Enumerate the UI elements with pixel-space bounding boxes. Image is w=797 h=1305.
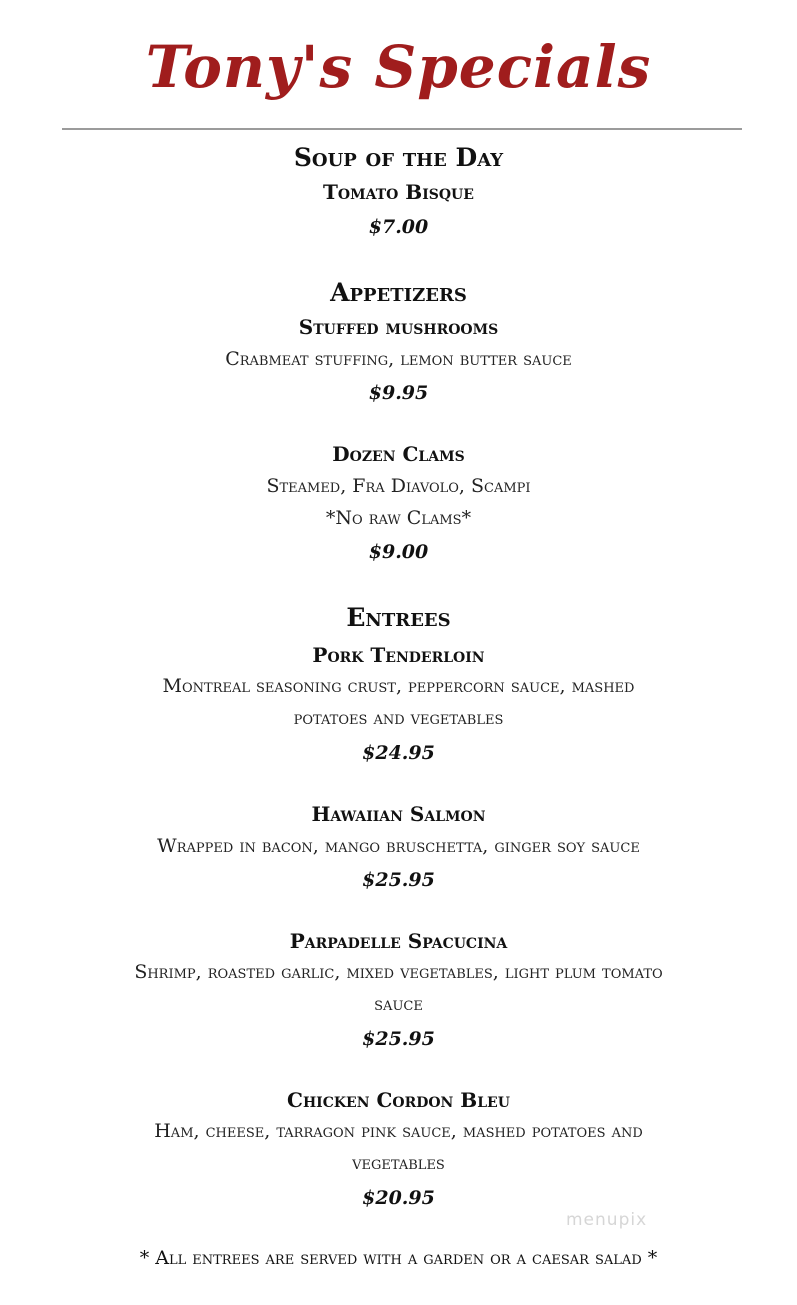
item-desc-chicken-cordon-bleu-line2: vegetables — [352, 1152, 445, 1174]
item-name-stuffed-mushrooms: Stuffed mushrooms — [298, 315, 499, 339]
item-price-parpadelle-spacucina: $25.95 — [362, 1028, 435, 1050]
item-desc-parpadelle-spacucina-line2: sauce — [374, 993, 423, 1015]
item-desc-dozen-clams-line2: *No raw Clams* — [325, 507, 472, 529]
item-name-pork-tenderloin: Pork Tenderloin — [312, 643, 485, 667]
item-name-dozen-clams: Dozen Clams — [332, 442, 465, 466]
section-heading-appetizers: Appetizers — [330, 278, 467, 307]
title-divider — [62, 128, 742, 130]
section-heading-soup: Soup of the Day — [293, 143, 504, 172]
item-price-chicken-cordon-bleu: $20.95 — [362, 1187, 435, 1209]
item-name-parpadelle-spacucina: Parpadelle Spacucina — [289, 929, 508, 953]
item-name-chicken-cordon-bleu: Chicken Cordon Bleu — [287, 1088, 510, 1112]
item-desc-parpadelle-spacucina-line1: Shrimp, roasted garlic, mixed vegetables, light plum tomato — [134, 961, 663, 983]
item-desc-dozen-clams-line1: Steamed, Fra Diavolo, Scampi — [266, 475, 531, 497]
item-price-hawaiian-salmon: $25.95 — [362, 869, 435, 891]
soup-name: Tomato Bisque — [323, 180, 474, 204]
menu-title: Tony's Specials — [145, 33, 652, 101]
item-price-stuffed-mushrooms: $9.95 — [368, 382, 429, 404]
section-heading-entrees: Entrees — [346, 603, 451, 632]
item-desc-pork-tenderloin-line1: Montreal seasoning crust, peppercorn sauce, mashed — [162, 675, 635, 697]
item-name-hawaiian-salmon: Hawaiian Salmon — [311, 802, 486, 826]
footer-note: * All entrees are served with a garden or a caesar salad * — [139, 1247, 658, 1269]
item-desc-pork-tenderloin-line2: potatoes and vegetables — [293, 707, 504, 729]
item-price-pork-tenderloin: $24.95 — [362, 742, 435, 764]
item-desc-chicken-cordon-bleu-line1: Ham, cheese, tarragon pink sauce, mashed potatoes and — [154, 1120, 643, 1142]
soup-price: $7.00 — [368, 216, 429, 238]
item-desc-stuffed-mushrooms: Crabmeat stuffing, lemon butter sauce — [225, 348, 572, 370]
watermark-logo: menupix — [566, 1210, 648, 1230]
item-price-dozen-clams: $9.00 — [368, 541, 429, 563]
item-desc-hawaiian-salmon: Wrapped in bacon, mango bruschetta, ginger soy sauce — [157, 835, 640, 857]
